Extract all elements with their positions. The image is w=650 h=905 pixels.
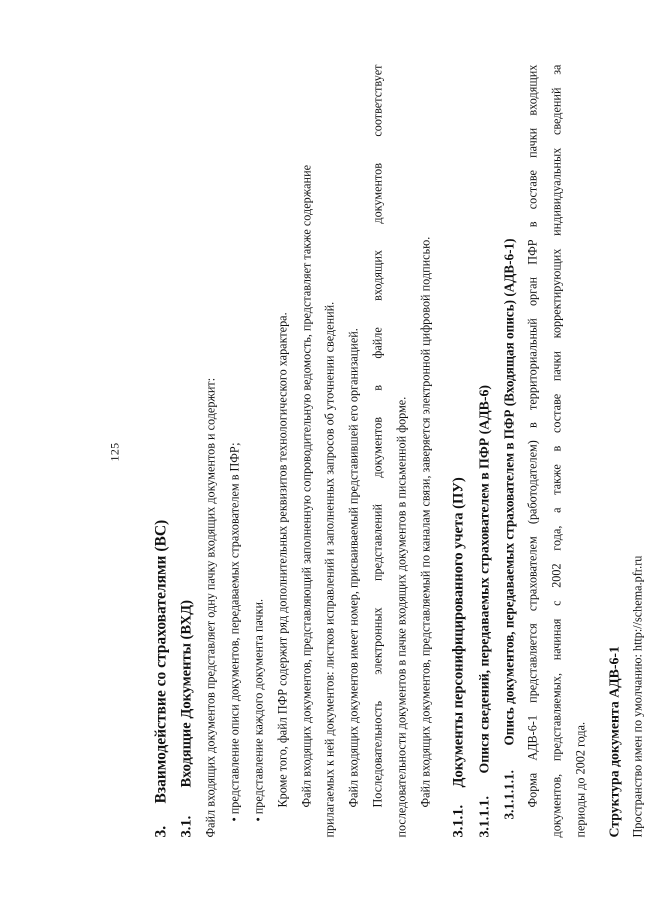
form-line2-word: корректирующих (549, 248, 564, 339)
form-line1-word: составе (525, 170, 540, 210)
sequence-word: входящих (370, 249, 385, 301)
form-line1-word: входящих (525, 64, 540, 116)
paragraph-form-line2 (545, 65, 569, 838)
paragraph-vedomost-line2: прилагаемых к ней документов: листков исправлений и заполненных запросов об уточнении сведений. (322, 301, 337, 838)
form-line2-word: начиная (549, 618, 564, 661)
paragraph-file-number: Файл входящих документов имеет номер, присваиваемый представившей его организацией. (346, 328, 361, 808)
form-line1-word: представляется (525, 623, 540, 703)
form-line2-word: сведений (549, 87, 564, 136)
sequence-word: Последовательность (370, 700, 385, 808)
form-line1-word: страхователем (525, 536, 540, 612)
subsection-number: 3.1. (178, 815, 195, 838)
form-line2-word: индивидуальных (549, 147, 564, 236)
heading-3-1-1-1-title: Опися сведений, передаваемых страхователем в ПФР (АДВ-6) (476, 385, 492, 774)
rotated-page-content (86, 55, 645, 850)
heading-3-1-1-1-number: 3.1.1.1. (476, 796, 492, 838)
form-line2-word: за (549, 64, 564, 75)
form-line2-word: составе (549, 393, 564, 434)
paragraph-sequence-line2: последовательности документов в пачке входящих документов в письменной форме. (394, 396, 409, 838)
namespace-line: Пространство имен по умолчанию: http://schema.pfr.ru (630, 555, 645, 838)
subsection-title: Входящие Документы (ВХД) (178, 600, 195, 788)
form-line1-word: АДВ-6-1 (525, 715, 540, 761)
form-line2-word: в (549, 445, 564, 452)
heading-3-1-1 (446, 65, 471, 838)
sequence-word: соответствует (370, 64, 385, 137)
sequence-word: документов (370, 162, 385, 224)
sequence-word: документов (370, 417, 385, 478)
paragraph-extra-requisites: Кроме того, файл ПФР содержит ряд дополнительных реквизитов технологического характера. (275, 312, 290, 808)
paragraph-vedomost-line1: Файл входящих документов, представляющий заполненную сопроводительную ведомость, представляет также содержание (299, 164, 314, 808)
form-line2-word: также (549, 464, 564, 495)
heading-3-1-1-1 (471, 65, 496, 838)
page-number: 125 (107, 442, 122, 462)
form-line2-word: пачки (549, 351, 564, 382)
intro-paragraph: Файл входящих документов представляет одну пачку входящих документов и содержит: (203, 377, 218, 838)
form-line1-word: ПФР (525, 239, 540, 265)
form-line2-word: а (549, 507, 564, 513)
paragraph-form-line1 (521, 65, 545, 838)
form-line1-word: в (525, 221, 540, 228)
form-line2-word: 2002 (549, 563, 564, 588)
form-line1-word: территориальный (525, 318, 540, 410)
sequence-word: представлений (370, 504, 385, 582)
form-line1-word: (работодателем) (525, 440, 540, 525)
heading-3-1-1-1-1-number: 3.1.1.1.1. (501, 770, 517, 820)
structure-heading: Структура документа АДВ-6-1 (606, 646, 622, 838)
paragraph-signature: Файл входящих документов, представляемый по каналам связи, заверяется электронной цифровой подписью. (418, 236, 433, 808)
paragraph-form-line3: периоды до 2002 года. (573, 721, 588, 838)
form-line1-word: Форма (525, 772, 540, 808)
bullet-item-2: • представление каждого документа пачки. (247, 65, 271, 838)
form-line2-word: года, (549, 525, 564, 551)
sequence-word: файле (370, 327, 385, 359)
document-body (148, 65, 650, 838)
sequence-word: в (370, 384, 385, 391)
heading-3-1-1-number: 3.1.1. (450, 804, 467, 838)
form-line2-word: документов, (549, 773, 564, 838)
heading-3-1-1-title: Документы персонифицированного учета (ПУ) (450, 477, 467, 788)
form-line1-word: орган (525, 276, 540, 307)
form-line1-word: в (525, 422, 540, 428)
paragraph-sequence-line1 (367, 65, 391, 838)
form-line2-word: с (549, 600, 564, 606)
section-title: Взаимодействие со страхователями (ВС) (152, 519, 170, 804)
section-number: 3. (152, 825, 170, 838)
sequence-word: электронных (370, 607, 385, 675)
heading-3-1-1-1-1-title: Опись документов, передаваемых страхователем в ПФР (Входящая опись) (АДВ-6-1) (501, 238, 517, 746)
form-line2-word: представляемых, (549, 673, 564, 762)
section-heading (148, 65, 175, 838)
heading-3-1-1-1-1 (496, 65, 521, 838)
subsection-heading (175, 65, 200, 838)
bullet-item-1: • представление описи документов, передаваемых страхователем в ПФР; (223, 65, 247, 838)
form-line1-word: пачки (525, 127, 540, 158)
